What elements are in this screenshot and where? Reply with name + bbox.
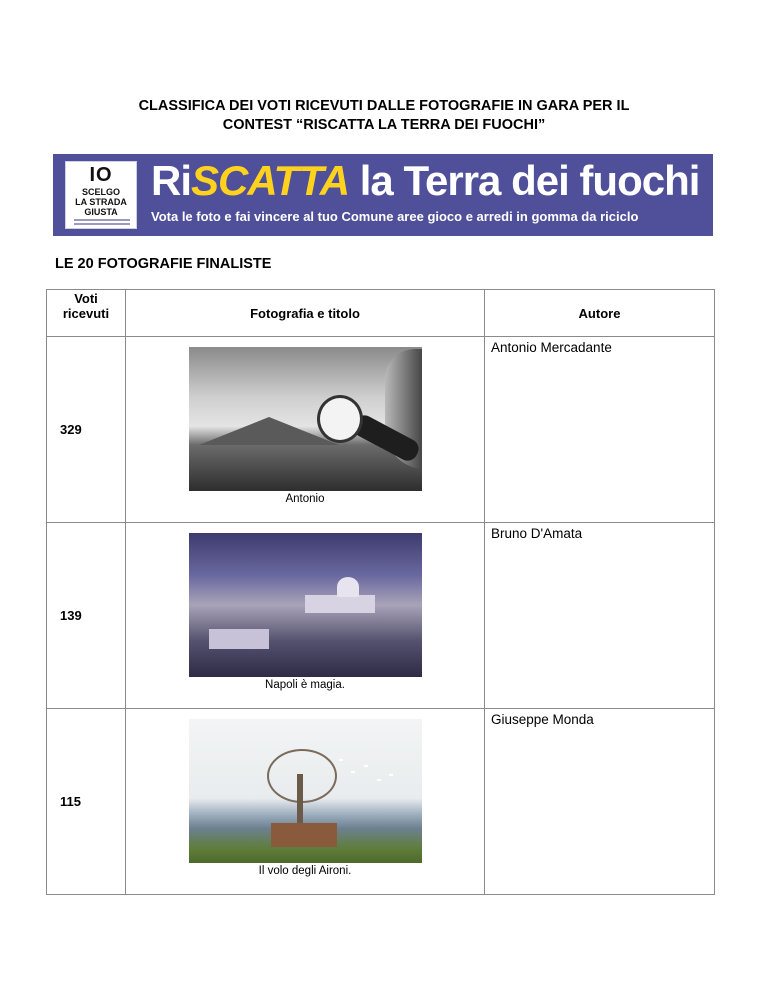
photo-image[interactable] <box>189 719 422 863</box>
header-photo: Fotografia e titolo <box>126 290 485 337</box>
headline-ri: Ri <box>151 157 191 204</box>
headline-terra-dei-fuochi: la Terra dei fuochi <box>349 157 700 204</box>
logo-line-2: LA STRADA <box>75 197 127 207</box>
header-votes-line-2: ricevuti <box>62 306 110 321</box>
logo-line-3: GIUSTA <box>84 207 118 217</box>
votes-cell: 139 <box>47 523 126 709</box>
banner-headline <box>151 158 699 204</box>
photo-cell <box>126 337 485 523</box>
header-votes <box>47 290 126 337</box>
photo-caption: Antonio <box>285 493 325 505</box>
contest-banner <box>53 154 713 236</box>
author-cell: Giuseppe Monda <box>485 709 715 895</box>
photo-image[interactable] <box>189 533 422 677</box>
title-line-2: CONTEST “RISCATTA LA TERRA DEI FUOCHI” <box>222 117 546 133</box>
author-cell: Bruno D'Amata <box>485 523 715 709</box>
votes-cell: 115 <box>47 709 126 895</box>
photo-caption: Napoli è magia. <box>265 679 345 691</box>
table-header-row <box>47 290 715 337</box>
title-line-1: CLASSIFICA DEI VOTI RICEVUTI DALLE FOTOGRAFIE IN GARA PER IL <box>138 98 630 114</box>
table-row <box>47 337 715 523</box>
banner-tagline: Vota le foto e fai vincere al tuo Comune aree gioco e arredi in gomma da riciclo <box>151 209 639 224</box>
ranking-table <box>46 289 715 895</box>
photo-cell <box>126 709 485 895</box>
author-cell: Antonio Mercadante <box>485 337 715 523</box>
section-title: LE 20 FOTOGRAFIE FINALISTE <box>55 256 272 272</box>
logo-small-print <box>74 219 130 221</box>
logo-line-1: SCELGO <box>81 187 120 197</box>
header-votes-line-1: Voti <box>74 291 98 306</box>
table-row <box>47 709 715 895</box>
photo-caption: Il volo degli Aironi. <box>258 865 352 877</box>
logo-io: IO <box>89 164 113 186</box>
table-row <box>47 523 715 709</box>
photo-cell <box>126 523 485 709</box>
scelgo-logo <box>65 161 137 229</box>
header-author: Autore <box>485 290 715 337</box>
document-title <box>60 97 708 135</box>
votes-cell: 329 <box>47 337 126 523</box>
photo-image[interactable] <box>189 347 422 491</box>
headline-scatta: SCATTA <box>191 157 350 204</box>
